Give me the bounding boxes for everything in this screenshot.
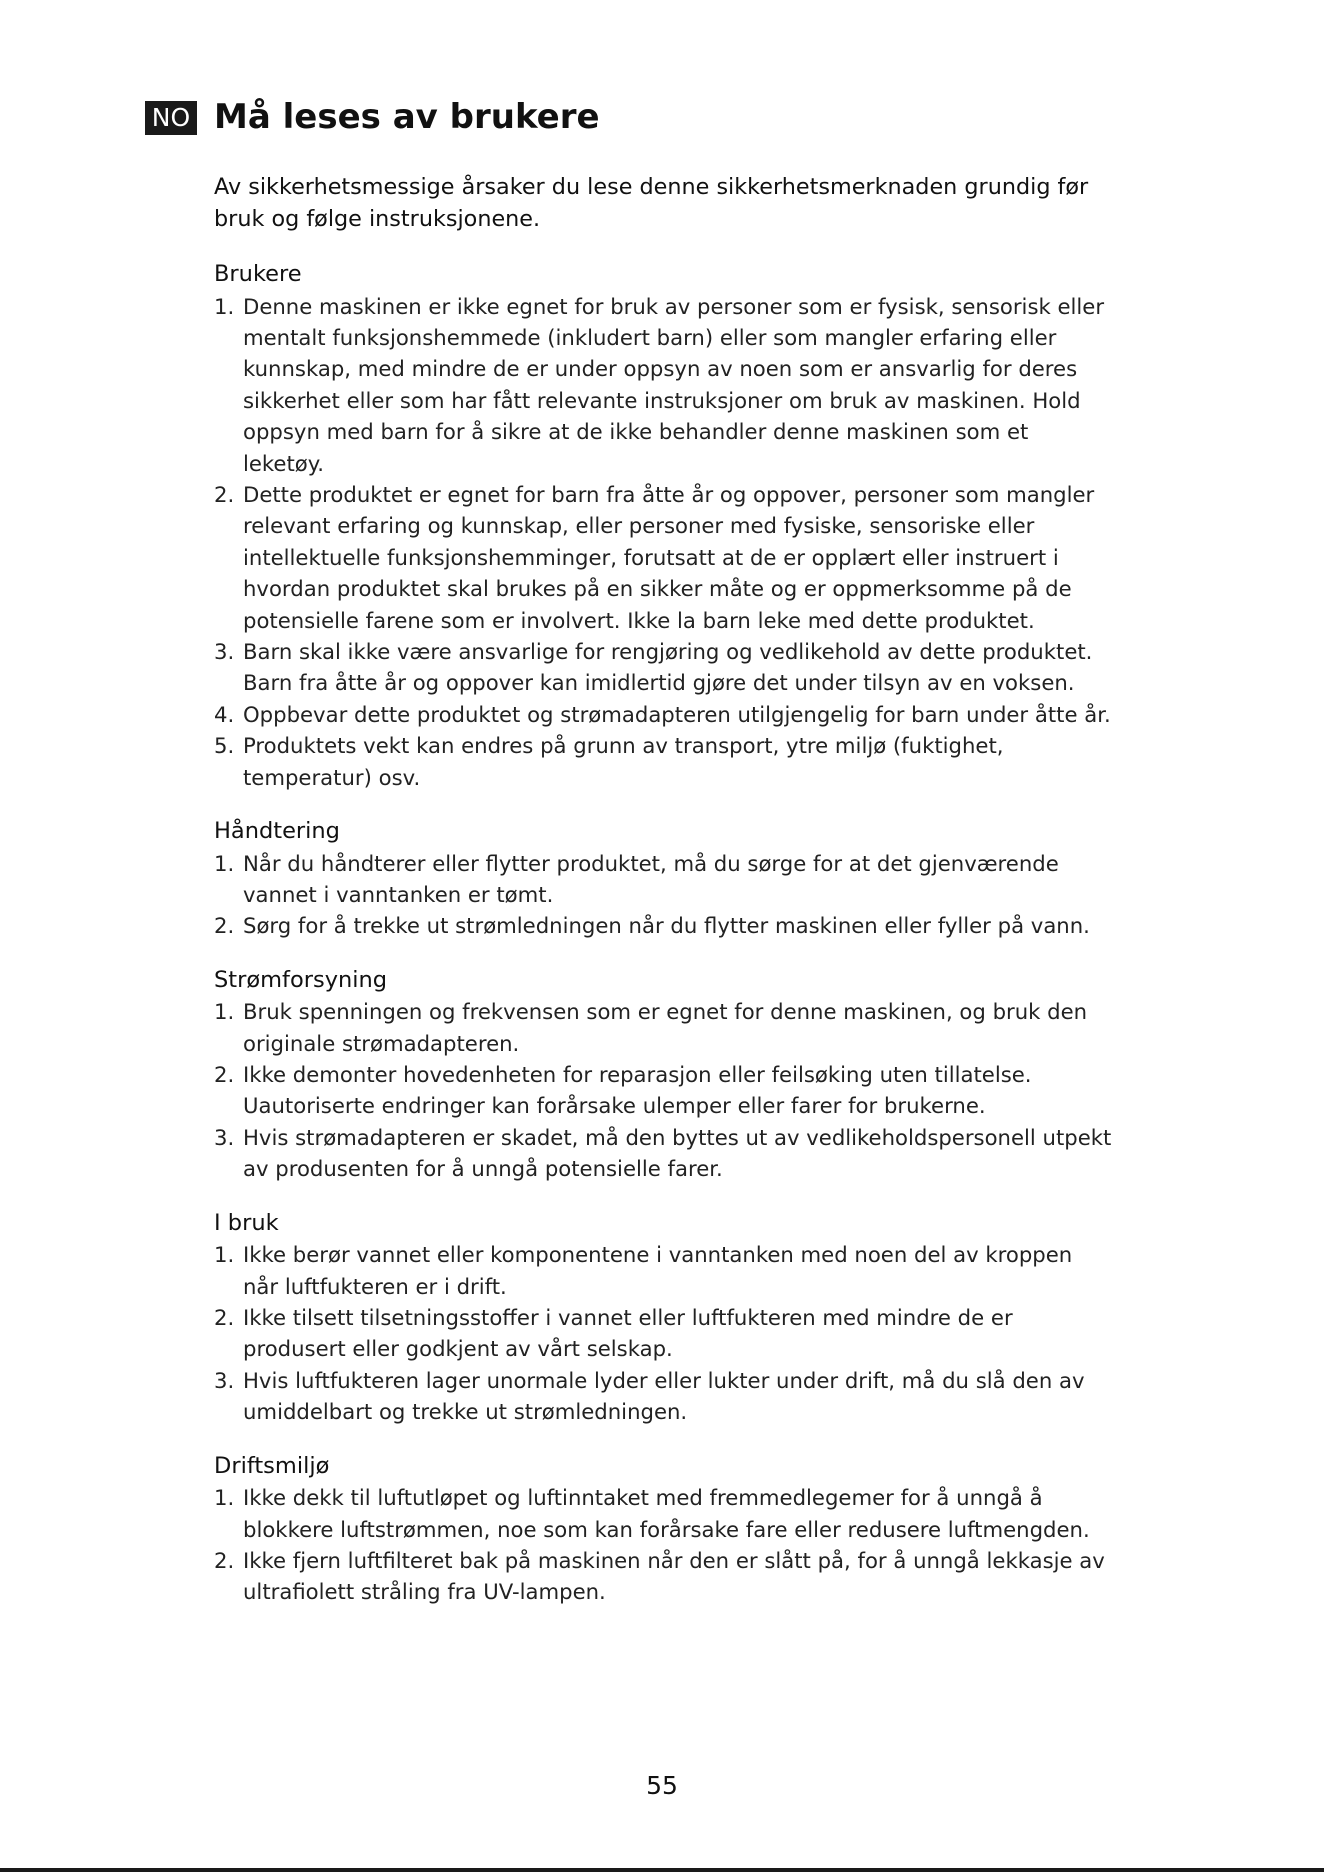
list-item (214, 1302, 1114, 1365)
numbered-list (214, 1239, 1114, 1427)
section (214, 1208, 1114, 1428)
list-item (214, 291, 1114, 479)
intro-paragraph: Av sikkerhetsmessige årsaker du lese denne sikkerhetsmerknaden grundig før bruk og følge instruksjonene. (214, 174, 1089, 232)
list-item-number: 1. (214, 1242, 235, 1268)
list-item (214, 996, 1114, 1059)
list-item-number: 2. (214, 1304, 235, 1330)
bottom-rule (0, 1868, 1324, 1872)
list-item (214, 848, 1114, 911)
numbered-list (214, 848, 1114, 942)
list-item (214, 910, 1114, 941)
sections-container (214, 259, 1114, 1608)
list-item-number: 2. (214, 1062, 235, 1088)
list-item-text: Sørg for å trekke ut strømledningen når du flytter maskinen eller fyller på vann. (243, 913, 1090, 939)
list-item (214, 1059, 1114, 1122)
section-heading: Håndtering (214, 818, 340, 844)
list-item-number: 1. (214, 1485, 235, 1511)
list-item-number: 3. (214, 1367, 235, 1393)
list-item-number: 3. (214, 638, 235, 664)
list-item-text: Dette produktet er egnet for barn fra åtte år og oppover, personer som mangler relevant erfaring og kunnskap, eller personer med fysiske, sensoriske eller intellektuelle funksjonshemminger, forutsatt at de er opplært eller instruert i hvordan produktet skal brukes på en sikker måte og er oppmerksomme på de potensielle farene som er involvert. Ikke la barn leke med dette produktet. (243, 481, 1095, 633)
list-item-text: Ikke tilsett tilsetningsstoffer i vannet eller luftfukteren med mindre de er produsert eller godkjent av vårt selskap. (243, 1304, 1013, 1362)
numbered-list (214, 1482, 1114, 1608)
section (214, 1451, 1114, 1608)
section-heading: Strømforsyning (214, 966, 388, 993)
list-item-text: Bruk spenningen og frekvensen som er egnet for denne maskinen, og bruk den originale strømadapteren. (243, 999, 1088, 1056)
list-item (214, 1545, 1114, 1608)
page-title: Må leses av brukere (214, 97, 600, 137)
list-item-text: Ikke dekk til luftutløpet og luftinntaket med fremmedlegemer for å unngå å blokkere luftstrømmen, noe som kan forårsake fare eller redusere luftmengden. (243, 1485, 1090, 1542)
page-number: 55 (646, 1771, 678, 1800)
list-item (214, 636, 1114, 699)
list-item (214, 699, 1114, 730)
list-item (214, 1122, 1114, 1185)
section-heading: Driftsmiljø (214, 1452, 330, 1479)
list-item (214, 1239, 1114, 1302)
list-item-text: Ikke berør vannet eller komponentene i vanntanken med noen del av kroppen når luftfukteren er i drift. (243, 1242, 1073, 1299)
section (214, 965, 1114, 1185)
numbered-list (214, 996, 1114, 1184)
list-item (214, 730, 1114, 793)
list-item-text: Ikke demonter hovedenheten for reparasjon eller feilsøking uten tillatelse. Uautoriserte endringer kan forårsake ulemper eller farer for brukerne. (243, 1062, 1032, 1119)
section (214, 259, 1114, 793)
list-item-number: 1. (214, 999, 235, 1025)
list-item (214, 1365, 1114, 1428)
document-body (214, 172, 1114, 1631)
list-item (214, 1482, 1114, 1545)
list-item-text: Ikke fjern luftfilteret bak på maskinen når den er slått på, for å unngå lekkasje av ultrafiolett stråling fra UV-lampen. (243, 1547, 1105, 1605)
language-badge: NO (145, 101, 197, 135)
list-item-text: Produktets vekt kan endres på grunn av transport, ytre miljø (fuktighet, temperatur) osv. (243, 733, 1004, 790)
list-item-text: Når du håndterer eller flytter produktet, må du sørge for at det gjenværende vannet i vanntanken er tømt. (243, 850, 1059, 907)
list-item (214, 479, 1114, 636)
numbered-list (214, 291, 1114, 794)
list-item-text: Denne maskinen er ikke egnet for bruk av personer som er fysisk, sensorisk eller mentalt funksjonshemmede (inkludert barn) eller som mangler erfaring eller kunnskap, med mindre de er under oppsyn av noen som er ansvarlig for deres sikkerhet eller som har fått relevante instruksjoner om bruk av maskinen. Hold oppsyn med barn for å sikre at de ikke behandler denne maskinen som et leketøy. (243, 293, 1105, 476)
list-item-number: 5. (214, 733, 235, 759)
section (214, 816, 1114, 942)
list-item-text: Hvis luftfukteren lager unormale lyder eller lukter under drift, må du slå den av umiddelbart og trekke ut strømledningen. (243, 1367, 1085, 1425)
list-item-number: 1. (214, 293, 235, 319)
list-item-number: 4. (214, 701, 235, 727)
section-heading: I bruk (214, 1209, 279, 1236)
list-item-number: 2. (214, 1547, 235, 1573)
list-item-number: 2. (214, 481, 235, 507)
list-item-text: Barn skal ikke være ansvarlige for rengjøring og vedlikehold av dette produktet. Barn fra åtte år og oppover kan imidlertid gjøre det under tilsyn av en voksen. (243, 638, 1093, 696)
list-item-number: 1. (214, 850, 235, 876)
list-item-text: Hvis strømadapteren er skadet, må den byttes ut av vedlikeholdspersonell utpekt av produsenten for å unngå potensielle farer. (243, 1124, 1112, 1182)
list-item-number: 3. (214, 1124, 235, 1150)
section-heading: Brukere (214, 261, 302, 287)
list-item-text: Oppbevar dette produktet og strømadapteren utilgjengelig for barn under åtte år. (243, 701, 1111, 727)
list-item-number: 2. (214, 913, 235, 939)
